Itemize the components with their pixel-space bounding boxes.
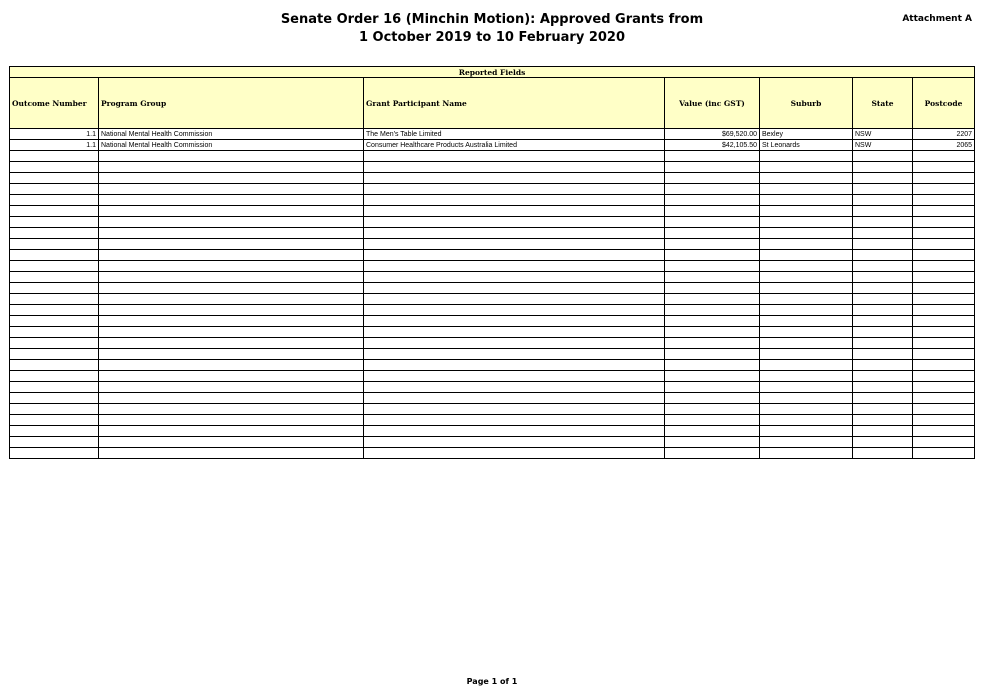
empty-cell — [364, 371, 665, 382]
empty-cell — [99, 316, 364, 327]
empty-table-row — [10, 327, 975, 338]
empty-cell — [913, 162, 975, 173]
empty-cell — [665, 349, 760, 360]
empty-cell — [665, 195, 760, 206]
grant-participant-cell: Consumer Healthcare Products Australia Limited — [364, 140, 665, 151]
empty-cell — [913, 349, 975, 360]
empty-cell — [853, 162, 913, 173]
empty-table-row — [10, 184, 975, 195]
col-header-postcode: Postcode — [913, 78, 975, 129]
empty-cell — [913, 173, 975, 184]
empty-cell — [10, 360, 99, 371]
empty-cell — [853, 261, 913, 272]
empty-cell — [760, 250, 853, 261]
empty-cell — [913, 217, 975, 228]
empty-cell — [665, 250, 760, 261]
empty-cell — [99, 261, 364, 272]
empty-table-row — [10, 360, 975, 371]
empty-cell — [10, 415, 99, 426]
postcode-cell: 2207 — [913, 129, 975, 140]
empty-cell — [853, 228, 913, 239]
empty-table-row — [10, 272, 975, 283]
empty-cell — [10, 272, 99, 283]
empty-cell — [10, 173, 99, 184]
empty-cell — [760, 283, 853, 294]
empty-cell — [10, 305, 99, 316]
empty-cell — [665, 338, 760, 349]
empty-cell — [853, 250, 913, 261]
empty-cell — [99, 349, 364, 360]
empty-cell — [99, 239, 364, 250]
empty-cell — [665, 162, 760, 173]
empty-cell — [10, 250, 99, 261]
empty-table-row — [10, 239, 975, 250]
empty-cell — [99, 415, 364, 426]
empty-cell — [665, 448, 760, 459]
empty-cell — [760, 338, 853, 349]
empty-cell — [99, 305, 364, 316]
value-cell: $42,105.50 — [665, 140, 760, 151]
empty-cell — [853, 327, 913, 338]
empty-cell — [10, 437, 99, 448]
empty-table-row — [10, 162, 975, 173]
empty-cell — [10, 195, 99, 206]
empty-cell — [760, 217, 853, 228]
empty-cell — [99, 360, 364, 371]
empty-cell — [10, 239, 99, 250]
empty-table-row — [10, 437, 975, 448]
empty-cell — [760, 272, 853, 283]
empty-cell — [665, 316, 760, 327]
empty-cell — [665, 261, 760, 272]
empty-cell — [913, 382, 975, 393]
empty-cell — [10, 382, 99, 393]
empty-cell — [364, 305, 665, 316]
empty-cell — [760, 426, 853, 437]
col-header-outcome-number: Outcome Number — [10, 78, 99, 129]
empty-cell — [665, 228, 760, 239]
empty-table-row — [10, 415, 975, 426]
attachment-label: Attachment A — [902, 14, 972, 24]
col-header-state: State — [853, 78, 913, 129]
empty-cell — [913, 371, 975, 382]
empty-cell — [99, 327, 364, 338]
empty-cell — [853, 294, 913, 305]
empty-cell — [853, 349, 913, 360]
empty-cell — [665, 382, 760, 393]
empty-cell — [99, 404, 364, 415]
empty-cell — [665, 426, 760, 437]
empty-cell — [99, 371, 364, 382]
empty-cell — [853, 448, 913, 459]
empty-cell — [913, 305, 975, 316]
empty-table-row — [10, 371, 975, 382]
outcome-number-cell: 1.1 — [10, 140, 99, 151]
empty-cell — [913, 272, 975, 283]
empty-cell — [99, 393, 364, 404]
empty-cell — [10, 316, 99, 327]
empty-table-row — [10, 151, 975, 162]
empty-cell — [853, 217, 913, 228]
page-footer: Page 1 of 1 — [466, 677, 518, 686]
empty-cell — [760, 393, 853, 404]
empty-cell — [99, 250, 364, 261]
col-header-program-group: Program Group — [99, 78, 364, 129]
grant-participant-cell: The Men's Table Limited — [364, 129, 665, 140]
empty-cell — [853, 272, 913, 283]
empty-cell — [665, 151, 760, 162]
col-header-grant-participant-name: Grant Participant Name — [364, 78, 665, 129]
empty-cell — [364, 173, 665, 184]
empty-cell — [10, 261, 99, 272]
empty-cell — [913, 437, 975, 448]
empty-cell — [913, 338, 975, 349]
empty-cell — [364, 250, 665, 261]
empty-cell — [760, 151, 853, 162]
empty-cell — [10, 448, 99, 459]
empty-table-row — [10, 217, 975, 228]
empty-cell — [364, 437, 665, 448]
empty-cell — [10, 228, 99, 239]
empty-cell — [913, 360, 975, 371]
empty-table-row — [10, 338, 975, 349]
grants-table — [9, 66, 975, 459]
empty-table-row — [10, 173, 975, 184]
empty-cell — [10, 283, 99, 294]
state-cell: NSW — [853, 140, 913, 151]
empty-cell — [760, 261, 853, 272]
empty-table-row — [10, 261, 975, 272]
empty-table-row — [10, 382, 975, 393]
empty-cell — [364, 415, 665, 426]
table-row — [10, 140, 975, 151]
empty-cell — [760, 316, 853, 327]
empty-cell — [99, 437, 364, 448]
empty-cell — [99, 151, 364, 162]
empty-cell — [665, 360, 760, 371]
empty-cell — [665, 283, 760, 294]
empty-cell — [760, 239, 853, 250]
empty-cell — [10, 426, 99, 437]
empty-cell — [10, 327, 99, 338]
empty-cell — [853, 283, 913, 294]
program-group-cell: National Mental Health Commission — [99, 140, 364, 151]
empty-cell — [913, 195, 975, 206]
document-title — [0, 11, 984, 47]
empty-cell — [665, 272, 760, 283]
empty-cell — [364, 151, 665, 162]
empty-cell — [913, 184, 975, 195]
title-line-2: 1 October 2019 to 10 February 2020 — [358, 30, 626, 45]
empty-cell — [99, 206, 364, 217]
empty-table-row — [10, 349, 975, 360]
empty-cell — [99, 272, 364, 283]
empty-cell — [760, 294, 853, 305]
empty-cell — [665, 217, 760, 228]
empty-cell — [665, 206, 760, 217]
empty-table-row — [10, 448, 975, 459]
empty-cell — [913, 206, 975, 217]
empty-cell — [853, 371, 913, 382]
empty-cell — [853, 360, 913, 371]
empty-cell — [913, 151, 975, 162]
empty-cell — [913, 448, 975, 459]
empty-cell — [665, 437, 760, 448]
empty-table-row — [10, 250, 975, 261]
empty-cell — [760, 349, 853, 360]
empty-cell — [665, 393, 760, 404]
empty-cell — [760, 327, 853, 338]
empty-cell — [913, 294, 975, 305]
empty-cell — [364, 404, 665, 415]
empty-cell — [913, 404, 975, 415]
empty-cell — [853, 382, 913, 393]
empty-cell — [853, 206, 913, 217]
empty-table-row — [10, 294, 975, 305]
empty-cell — [364, 162, 665, 173]
empty-cell — [853, 415, 913, 426]
empty-cell — [665, 415, 760, 426]
empty-cell — [760, 404, 853, 415]
suburb-cell: St Leonards — [760, 140, 853, 151]
empty-table-row — [10, 228, 975, 239]
empty-cell — [760, 437, 853, 448]
empty-cell — [364, 349, 665, 360]
postcode-cell: 2065 — [913, 140, 975, 151]
empty-cell — [99, 382, 364, 393]
empty-cell — [364, 294, 665, 305]
empty-cell — [364, 184, 665, 195]
empty-table-row — [10, 305, 975, 316]
empty-cell — [913, 283, 975, 294]
empty-cell — [853, 426, 913, 437]
empty-cell — [10, 371, 99, 382]
empty-cell — [853, 184, 913, 195]
empty-cell — [99, 228, 364, 239]
empty-cell — [10, 184, 99, 195]
empty-cell — [760, 206, 853, 217]
empty-table-row — [10, 393, 975, 404]
empty-cell — [10, 206, 99, 217]
empty-cell — [10, 294, 99, 305]
title-line-1: Senate Order 16 (Minchin Motion): Approved Grants from — [280, 12, 704, 27]
empty-cell — [99, 294, 364, 305]
empty-cell — [760, 305, 853, 316]
empty-cell — [665, 173, 760, 184]
empty-cell — [760, 382, 853, 393]
empty-cell — [99, 184, 364, 195]
empty-cell — [364, 195, 665, 206]
empty-table-row — [10, 283, 975, 294]
empty-cell — [853, 173, 913, 184]
empty-cell — [913, 316, 975, 327]
empty-cell — [665, 305, 760, 316]
empty-cell — [665, 371, 760, 382]
empty-cell — [10, 404, 99, 415]
empty-cell — [913, 426, 975, 437]
empty-cell — [760, 162, 853, 173]
empty-cell — [913, 250, 975, 261]
empty-cell — [364, 393, 665, 404]
empty-cell — [853, 151, 913, 162]
col-header-value: Value (inc GST) — [665, 78, 760, 129]
table-body — [10, 129, 975, 459]
empty-table-row — [10, 426, 975, 437]
empty-table-row — [10, 195, 975, 206]
empty-cell — [364, 261, 665, 272]
empty-cell — [760, 173, 853, 184]
program-group-cell: National Mental Health Commission — [99, 129, 364, 140]
state-cell: NSW — [853, 129, 913, 140]
empty-cell — [364, 382, 665, 393]
empty-cell — [760, 448, 853, 459]
empty-cell — [913, 261, 975, 272]
empty-cell — [99, 195, 364, 206]
empty-cell — [760, 360, 853, 371]
empty-cell — [364, 239, 665, 250]
empty-cell — [99, 173, 364, 184]
outcome-number-cell: 1.1 — [10, 129, 99, 140]
empty-table-row — [10, 206, 975, 217]
empty-cell — [760, 415, 853, 426]
suburb-cell: Bexley — [760, 129, 853, 140]
empty-cell — [10, 393, 99, 404]
empty-cell — [760, 228, 853, 239]
empty-cell — [853, 437, 913, 448]
empty-cell — [913, 239, 975, 250]
empty-cell — [913, 393, 975, 404]
empty-cell — [913, 327, 975, 338]
col-header-suburb: Suburb — [760, 78, 853, 129]
empty-cell — [913, 228, 975, 239]
empty-cell — [364, 283, 665, 294]
empty-cell — [665, 239, 760, 250]
empty-cell — [10, 217, 99, 228]
empty-cell — [853, 195, 913, 206]
value-cell: $69,520.00 — [665, 129, 760, 140]
empty-cell — [853, 338, 913, 349]
empty-cell — [364, 206, 665, 217]
empty-cell — [99, 338, 364, 349]
empty-cell — [760, 195, 853, 206]
empty-cell — [665, 184, 760, 195]
empty-cell — [665, 327, 760, 338]
empty-cell — [10, 338, 99, 349]
empty-cell — [364, 272, 665, 283]
empty-cell — [665, 404, 760, 415]
reported-fields-header: Reported Fields — [10, 67, 975, 78]
empty-cell — [760, 184, 853, 195]
empty-cell — [853, 316, 913, 327]
table-row — [10, 129, 975, 140]
empty-cell — [99, 162, 364, 173]
empty-cell — [10, 151, 99, 162]
empty-cell — [665, 294, 760, 305]
empty-cell — [364, 316, 665, 327]
empty-cell — [853, 305, 913, 316]
empty-table-row — [10, 316, 975, 327]
empty-cell — [760, 371, 853, 382]
empty-cell — [99, 283, 364, 294]
empty-cell — [853, 393, 913, 404]
empty-cell — [364, 327, 665, 338]
empty-table-row — [10, 404, 975, 415]
empty-cell — [10, 162, 99, 173]
empty-cell — [364, 228, 665, 239]
empty-cell — [913, 415, 975, 426]
empty-cell — [10, 349, 99, 360]
empty-cell — [364, 217, 665, 228]
empty-cell — [99, 426, 364, 437]
empty-cell — [853, 404, 913, 415]
empty-cell — [364, 426, 665, 437]
empty-cell — [99, 217, 364, 228]
empty-cell — [364, 448, 665, 459]
empty-cell — [99, 448, 364, 459]
empty-cell — [364, 338, 665, 349]
empty-cell — [364, 360, 665, 371]
empty-cell — [853, 239, 913, 250]
